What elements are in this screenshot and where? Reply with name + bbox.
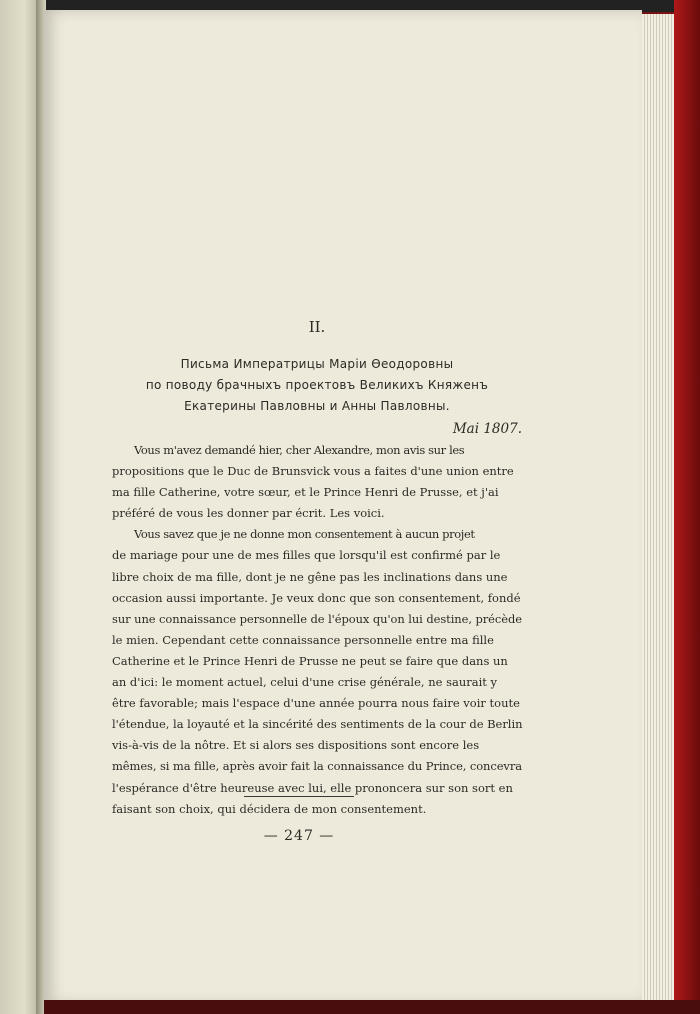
heading-line: Екатерины Павловны и Анны Павловны.	[184, 399, 450, 413]
heading-line: по поводу брачныхъ проектовъ Великихъ Княженъ	[145, 378, 489, 392]
text-line: an d'ici: le moment actuel, celui d'une crise générale, ne saurait y	[112, 675, 498, 690]
text-line: de mariage pour une de mes filles que lorsqu'il est confirmé par le	[112, 548, 501, 563]
section-number: II.	[308, 318, 326, 336]
page-text	[112, 318, 522, 820]
red-book-cover	[674, 0, 700, 1014]
closing-rule	[244, 796, 354, 797]
text-line: faisant son choix, qui décidera de mon consentement.	[112, 801, 427, 816]
text-line: l'espérance d'être heureuse avec lui, elle prononcera sur son sort en	[112, 780, 513, 795]
text-line: sur une connaissance personnelle de l'époux qu'on lui destine, précède	[112, 611, 522, 626]
page-number: — 247 —	[263, 828, 335, 844]
text-line: mêmes, si ma fille, après avoir fait la connaissance du Prince, concevra	[112, 759, 522, 774]
paragraph-1	[112, 440, 522, 524]
page-stack-edge	[642, 14, 676, 1000]
text-line: préféré de vous les donner par écrit. Les voici.	[112, 506, 385, 521]
text-line: libre choix de ma fille, dont je ne gêne pas les inclinations dans une	[112, 569, 508, 584]
text-line: ma fille Catherine, votre sœur, et le Prince Henri de Prusse, et j'ai	[112, 485, 499, 500]
text-line: occasion aussi importante. Je veux donc que son consentement, fondé	[112, 590, 521, 605]
section-heading	[112, 354, 522, 417]
text-line: propositions que le Duc de Brunsvick vous a faites d'une union entre	[112, 464, 514, 479]
heading-line: Письма Императрицы Маріи Ѳеодоровны	[180, 357, 454, 371]
text-line: être favorable; mais l'espace d'une année pourra nous faire voir toute	[112, 696, 520, 711]
text-line: le mien. Cependant cette connaissance personnelle entre ma fille	[112, 632, 494, 647]
text-line: vis-à-vis de la nôtre. Et si alors ses dispositions sont encore les	[112, 738, 480, 753]
bottom-cover-edge	[44, 1000, 700, 1014]
letter-date: Mai 1807.	[452, 421, 522, 437]
paragraph-2	[112, 524, 522, 819]
text-line: Catherine et le Prince Henri de Prusse ne peut se faire que dans un	[112, 653, 508, 668]
text-line: Vous m'avez demandé hier, cher Alexandre, mon avis sur les	[134, 443, 465, 457]
left-page-edge	[0, 0, 40, 1014]
text-line: l'étendue, la loyauté et la sincérité des sentiments de la cour de Berlin	[112, 717, 523, 732]
text-line: Vous savez que je ne donne mon consentement à aucun projet	[134, 527, 475, 542]
